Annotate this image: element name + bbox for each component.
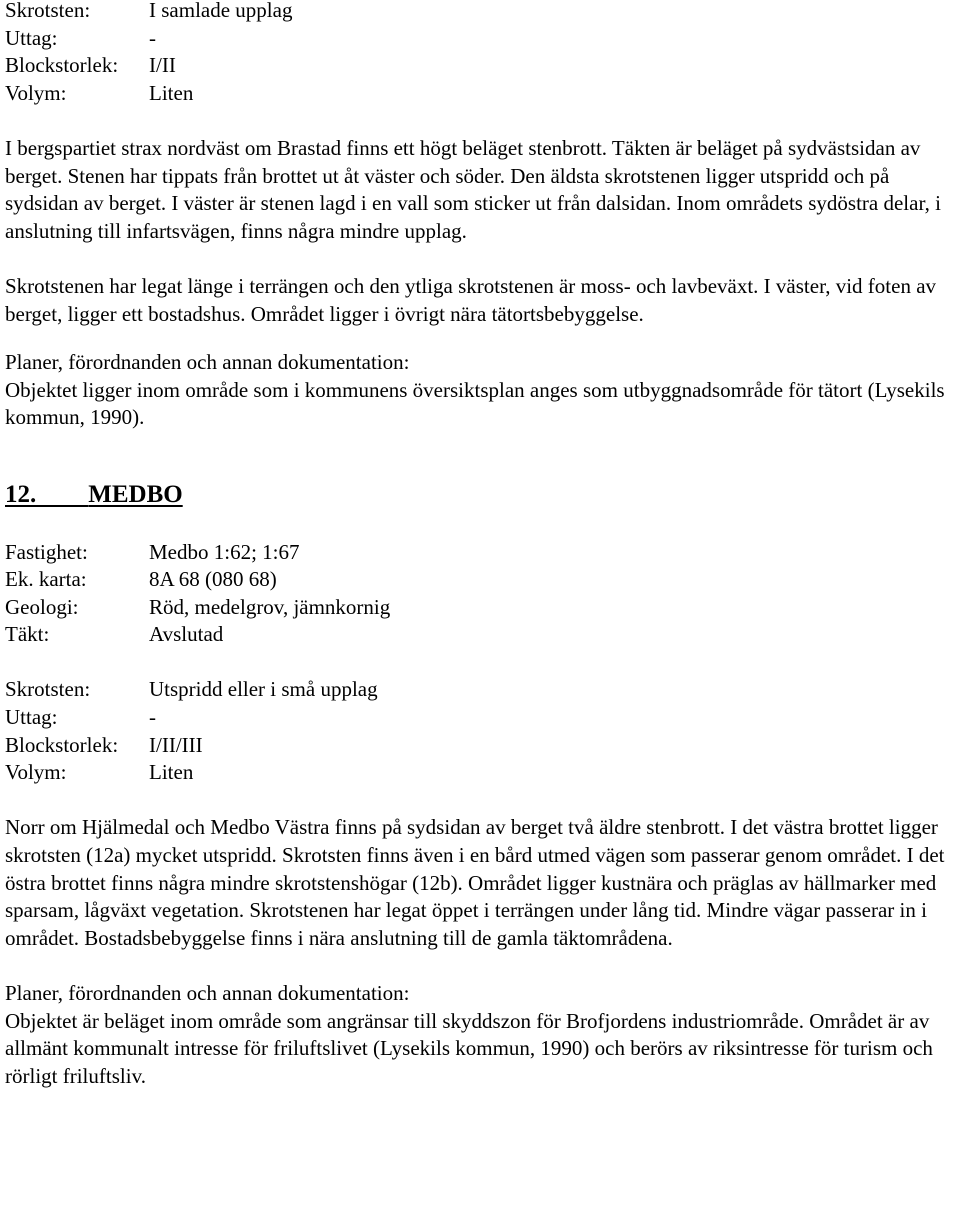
field-value: I/II/III [149, 732, 203, 757]
section-12-stone-fields [5, 676, 955, 786]
section-11-plans-text: Objektet ligger inom område som i kommunens översiktsplan anges som utbyggnadsområde för tätort (Lysekils kommun, 1990). [5, 377, 945, 430]
section-11-plans-heading: Planer, förordnanden och annan dokumentation: [5, 350, 410, 375]
field-row-uttag [5, 704, 955, 732]
field-label: Fastighet: [5, 539, 88, 564]
field-row-volym [5, 80, 955, 108]
heading-underline [36, 479, 88, 507]
field-row-ek-karta [5, 566, 955, 594]
field-label: Volym: [5, 760, 67, 785]
field-label: Geologi: [5, 594, 79, 619]
field-row-geologi [5, 594, 955, 622]
spacer [5, 649, 955, 677]
field-label: Volym: [5, 80, 67, 105]
field-row-takt [5, 621, 955, 649]
field-row-blockstorlek [5, 732, 955, 760]
spacer [5, 107, 955, 135]
field-value: I/II [149, 53, 176, 78]
spacer [5, 952, 955, 980]
section-11-field-list [5, 0, 955, 107]
field-label: Täkt: [5, 622, 50, 647]
field-value: Utspridd eller i små upplag [149, 677, 378, 702]
field-label: Blockstorlek: [5, 53, 119, 78]
field-value: I samlade upplag [149, 0, 293, 22]
field-value: Röd, medelgrov, jämnkornig [149, 594, 391, 619]
document-page [5, 0, 955, 1090]
field-value: - [149, 705, 156, 730]
field-row-blockstorlek [5, 52, 955, 80]
field-value: Liten [149, 760, 194, 785]
field-value: Medbo 1:62; 1:67 [149, 539, 300, 564]
section-12-property-fields [5, 539, 955, 649]
field-row-volym [5, 759, 955, 787]
section-title: MEDBO [88, 480, 183, 508]
section-11-description: I bergspartiet strax nordväst om Brastad finns ett högt beläget stenbrott. Täkten är beläget på sydvästsidan av berget. Stenen har tippats från brottet ut åt väster och söder. Den äldsta skrotstenen ligger utspridd och på sydsidan av berget. I väster är stenen lagd i en vall som sticker ut från dalsidan. Inom områdets sydöstra delar, i anslutning till infartsvägen, finns några mindre upplag. [5, 135, 941, 243]
field-label: Blockstorlek: [5, 732, 119, 757]
field-value: Avslutad [149, 622, 224, 647]
field-value: Liten [149, 80, 194, 105]
field-label: Skrotsten: [5, 0, 91, 22]
section-12-plans-heading: Planer, förordnanden och annan dokumentation: [5, 981, 410, 1005]
field-row-skrotsten [5, 0, 955, 25]
field-row-fastighet [5, 539, 955, 567]
spacer [5, 245, 955, 273]
field-value: - [149, 25, 156, 50]
section-12-heading [5, 479, 955, 511]
field-label: Uttag: [5, 705, 58, 730]
field-label: Skrotsten: [5, 677, 91, 702]
section-number: 12. [5, 480, 37, 508]
spacer [5, 511, 955, 539]
section-11-vegetation: Skrotstenen har legat länge i terrängen och den ytliga skrotstenen är moss- och lavbeväxt. I väster, vid foten av berget, ligger ett bostadshus. Området ligger i övrigt nära tätortsbebyggelse. [5, 273, 937, 326]
field-row-skrotsten [5, 676, 955, 704]
field-label: Uttag: [5, 25, 58, 50]
field-label: Ek. karta: [5, 567, 87, 592]
spacer [5, 328, 955, 349]
section-12-plans-text: Objektet är beläget inom område som angränsar till skyddszon för Brofjordens industriområde. Området är av allmänt kommunalt intresse för friluftslivet (Lysekils kommun, 1990) och berörs av riksintresse för turism och rörligt friluftsliv. [5, 1008, 933, 1088]
field-value: 8A 68 (080 68) [149, 567, 277, 592]
field-row-uttag [5, 25, 955, 53]
section-12-description: Norr om Hjälmedal och Medbo Västra finns på sydsidan av berget två äldre stenbrott. I det västra brottet ligger skrotsten (12a) mycket utspridd. Skrotsten finns även i en bård utmed vägen som passerar genom området. I det östra brottet finns några mindre skrotstenshögar (12b). Området ligger kustnära och präglas av hällmarker med sparsam, lågväxt vegetation. Skrotstenen har legat öppet i terrängen under lång tid. Mindre vägar passerar in i området. Bostadsbebyggelse finns i nära anslutning till de gamla täktområdena. [5, 815, 945, 950]
spacer [5, 787, 955, 815]
